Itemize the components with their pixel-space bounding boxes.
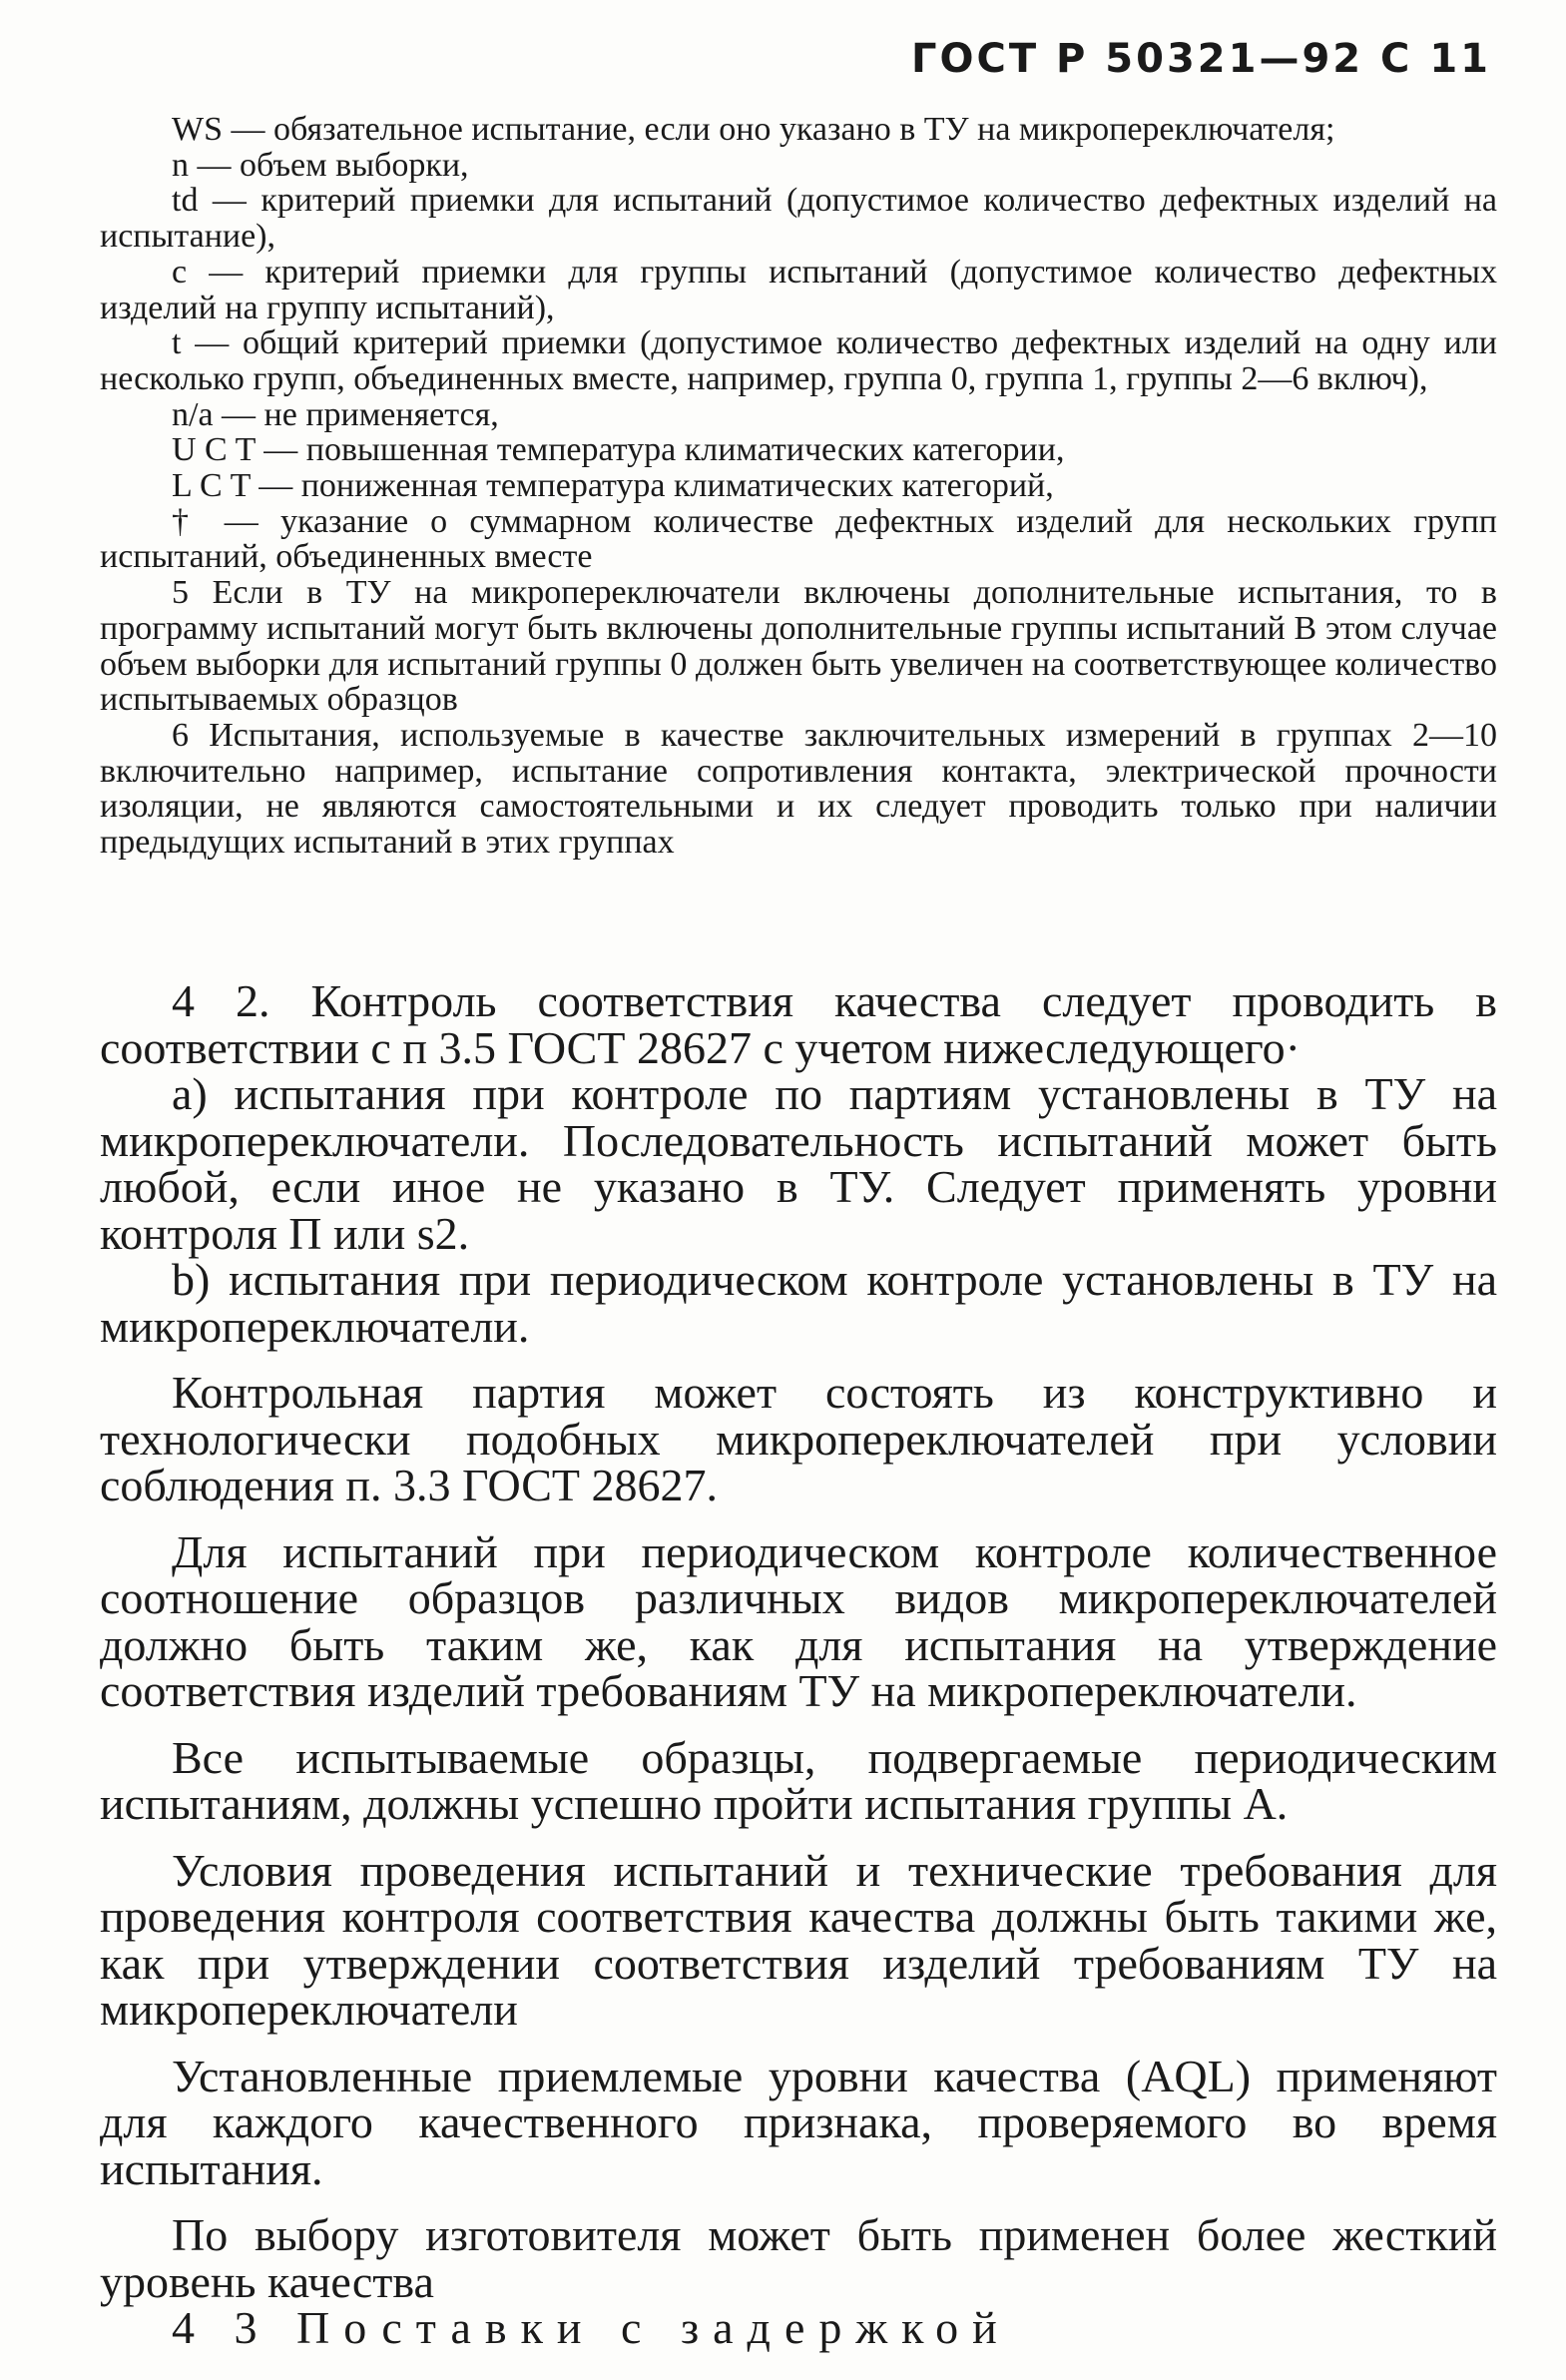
paragraph-group-a: Все испытываемые образцы, подвергаемые периодическим испытаниям, должны успешно пройти испытания группы А. xyxy=(100,1731,1497,1829)
note-ws: WS — обязательное испытание, если оно указано в ТУ на микропереключателя; xyxy=(172,111,1335,148)
table-notes xyxy=(100,112,1497,861)
paragraph-aql: Установленные приемлемые уровни качества (AQL) применяют для каждого качественного признака, проверяемого во время испытания. xyxy=(100,2050,1497,2194)
note-na: n/a — не применяется, xyxy=(172,395,499,433)
note-t: t — общий критерий приемки (допустимое количество дефектных изделий на одну или несколько групп, объединенных вместе, например, группа 0, группа 1, группы 2—6 включ), xyxy=(100,324,1497,397)
note-uct: U C T — повышенная температура климатических категории, xyxy=(172,431,1065,469)
item-b: b) испытания при периодическом контроле установлены в ТУ на микропереключатели. xyxy=(100,1254,1497,1352)
running-header: ГОСТ Р 50321—92 С 11 xyxy=(911,36,1491,82)
note-sample-size: n — объем выборки, xyxy=(172,146,469,184)
item-a: а) испытания при контроле по партиям установлены в ТУ на микропереключатели. Последовательность испытаний может быть любой, если иное не указано в ТУ. Следует применять уровни контроля П или s2. xyxy=(100,1068,1497,1259)
paragraph-control-batch: Контрольная партия может состоять из конструктивно и технологически подобных микропереключателей при условии соблюдения п. 3.3 ГОСТ 28627. xyxy=(100,1367,1497,1510)
note-c: c — критерий приемки для группы испытаний (допустимое количество дефектных изделий на группу испытаний), xyxy=(100,253,1497,326)
clause-4-3-heading: 4 3 Поставки с задержкой xyxy=(172,2302,1011,2353)
note-td: td — критерий приемки для испытаний (допустимое количество дефектных изделий на испытание), xyxy=(100,182,1497,256)
main-text xyxy=(100,975,1497,2353)
note-lct: L C T — пониженная температура климатических категорий, xyxy=(172,467,1054,505)
note-5: 5 Если в ТУ на микропереключатели включены дополнительные испытания, то в программу испытаний могут быть включены дополнительные группы испытаний В этом случае объем выборки для испытаний группы 0 должен быть увеличен на соответствующее количество испытываемых образцов xyxy=(100,574,1497,719)
note-dagger: † — указание о суммарном количестве дефектных изделий для нескольких групп испытаний, объединенных вместе xyxy=(100,502,1497,576)
note-6: 6 Испытания, используемые в качестве заключительных измерений в группах 2—10 включительно например, испытание сопротивления контакта, электрической прочности изоляции, не являются самостоятельными и их следует проводить только при наличии предыдущих испытаний в этих группах xyxy=(100,716,1497,862)
clause-4-2: 4 2. Контроль соответствия качества следует проводить в соответствии с п 3.5 ГОСТ 28627 с учетом нижеследующего· xyxy=(100,975,1497,1073)
paragraph-ratio: Для испытаний при периодическом контроле количественное соотношение образцов различных видов микропереключателей должно быть таким же, как для испытания на утверждение соответствия изделий требованиям ТУ на микропереключатели. xyxy=(100,1525,1497,1716)
paragraph-conditions: Условия проведения испытаний и технические требования для проведения контроля соответствия качества должны быть такими же, как при утверждении соответствия изделий требованиям ТУ на микропереключатели xyxy=(100,1844,1497,2035)
paragraph-stricter-level: По выбору изготовителя может быть применен более жесткий уровень качества xyxy=(100,2209,1497,2307)
